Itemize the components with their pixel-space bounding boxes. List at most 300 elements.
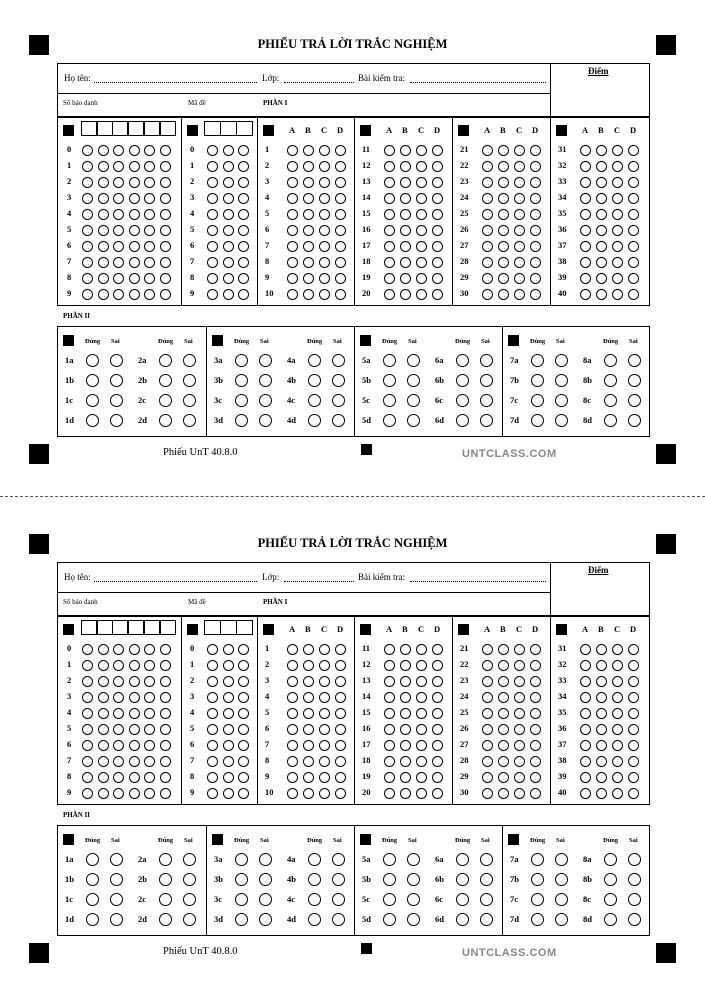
exam-code-bubble[interactable] — [223, 209, 234, 220]
answer-bubble[interactable] — [384, 660, 395, 671]
false-bubble[interactable] — [555, 913, 568, 926]
answer-bubble[interactable] — [514, 209, 525, 220]
answer-bubble[interactable] — [580, 273, 591, 284]
student-id-bubble[interactable] — [129, 257, 140, 268]
false-bubble[interactable] — [183, 853, 196, 866]
false-bubble[interactable] — [183, 873, 196, 886]
true-bubble[interactable] — [308, 354, 321, 367]
answer-bubble[interactable] — [400, 273, 411, 284]
student-id-bubble[interactable] — [98, 289, 109, 300]
exam-code-bubble[interactable] — [223, 644, 234, 655]
answer-bubble[interactable] — [498, 708, 509, 719]
false-bubble[interactable] — [332, 853, 345, 866]
exam-code-bubble[interactable] — [223, 788, 234, 799]
true-bubble[interactable] — [604, 853, 617, 866]
answer-bubble[interactable] — [303, 772, 314, 783]
answer-bubble[interactable] — [319, 177, 330, 188]
false-bubble[interactable] — [110, 374, 123, 387]
answer-bubble[interactable] — [628, 209, 639, 220]
student-id-bubble[interactable] — [98, 724, 109, 735]
false-bubble[interactable] — [332, 893, 345, 906]
answer-bubble[interactable] — [416, 145, 427, 156]
class-field[interactable] — [284, 581, 354, 582]
answer-bubble[interactable] — [319, 740, 330, 751]
student-id-bubble[interactable] — [160, 708, 171, 719]
student-id-bubble[interactable] — [82, 257, 93, 268]
answer-bubble[interactable] — [498, 788, 509, 799]
answer-bubble[interactable] — [303, 241, 314, 252]
answer-bubble[interactable] — [580, 644, 591, 655]
answer-bubble[interactable] — [596, 273, 607, 284]
answer-bubble[interactable] — [303, 692, 314, 703]
student-id-digit-box[interactable] — [128, 620, 144, 635]
student-id-bubble[interactable] — [98, 756, 109, 767]
answer-bubble[interactable] — [514, 177, 525, 188]
true-bubble[interactable] — [308, 414, 321, 427]
false-bubble[interactable] — [555, 394, 568, 407]
answer-bubble[interactable] — [514, 193, 525, 204]
answer-bubble[interactable] — [384, 708, 395, 719]
exam-code-digit-box[interactable] — [236, 620, 253, 635]
student-id-bubble[interactable] — [82, 740, 93, 751]
answer-bubble[interactable] — [498, 724, 509, 735]
exam-code-bubble[interactable] — [238, 644, 249, 655]
exam-code-bubble[interactable] — [207, 676, 218, 687]
answer-bubble[interactable] — [514, 644, 525, 655]
answer-bubble[interactable] — [335, 708, 346, 719]
answer-bubble[interactable] — [612, 756, 623, 767]
true-bubble[interactable] — [308, 394, 321, 407]
answer-bubble[interactable] — [319, 692, 330, 703]
answer-bubble[interactable] — [612, 692, 623, 703]
true-bubble[interactable] — [531, 374, 544, 387]
answer-bubble[interactable] — [612, 193, 623, 204]
answer-bubble[interactable] — [596, 772, 607, 783]
false-bubble[interactable] — [259, 414, 272, 427]
true-bubble[interactable] — [86, 414, 99, 427]
answer-bubble[interactable] — [612, 772, 623, 783]
answer-bubble[interactable] — [303, 676, 314, 687]
answer-bubble[interactable] — [335, 177, 346, 188]
answer-bubble[interactable] — [498, 225, 509, 236]
student-id-bubble[interactable] — [129, 177, 140, 188]
student-id-bubble[interactable] — [160, 241, 171, 252]
answer-bubble[interactable] — [514, 740, 525, 751]
answer-bubble[interactable] — [303, 788, 314, 799]
false-bubble[interactable] — [555, 354, 568, 367]
false-bubble[interactable] — [480, 913, 493, 926]
exam-code-bubble[interactable] — [207, 740, 218, 751]
student-id-bubble[interactable] — [98, 177, 109, 188]
student-id-bubble[interactable] — [129, 772, 140, 783]
student-id-bubble[interactable] — [160, 756, 171, 767]
answer-bubble[interactable] — [319, 145, 330, 156]
true-bubble[interactable] — [531, 394, 544, 407]
true-bubble[interactable] — [159, 414, 172, 427]
false-bubble[interactable] — [183, 414, 196, 427]
answer-bubble[interactable] — [432, 740, 443, 751]
answer-bubble[interactable] — [319, 772, 330, 783]
answer-bubble[interactable] — [628, 289, 639, 300]
true-bubble[interactable] — [604, 354, 617, 367]
answer-bubble[interactable] — [319, 644, 330, 655]
answer-bubble[interactable] — [498, 193, 509, 204]
student-id-bubble[interactable] — [98, 145, 109, 156]
student-id-bubble[interactable] — [98, 225, 109, 236]
student-id-bubble[interactable] — [98, 257, 109, 268]
false-bubble[interactable] — [332, 374, 345, 387]
student-id-bubble[interactable] — [82, 273, 93, 284]
student-id-bubble[interactable] — [160, 257, 171, 268]
test-field[interactable] — [410, 581, 546, 582]
false-bubble[interactable] — [110, 853, 123, 866]
answer-bubble[interactable] — [384, 161, 395, 172]
answer-bubble[interactable] — [596, 644, 607, 655]
false-bubble[interactable] — [259, 354, 272, 367]
answer-bubble[interactable] — [482, 145, 493, 156]
student-id-digit-box[interactable] — [128, 121, 144, 136]
answer-bubble[interactable] — [287, 788, 298, 799]
answer-bubble[interactable] — [400, 788, 411, 799]
answer-bubble[interactable] — [400, 193, 411, 204]
answer-bubble[interactable] — [432, 145, 443, 156]
answer-bubble[interactable] — [628, 225, 639, 236]
false-bubble[interactable] — [110, 873, 123, 886]
answer-bubble[interactable] — [303, 161, 314, 172]
answer-bubble[interactable] — [580, 788, 591, 799]
answer-bubble[interactable] — [628, 708, 639, 719]
answer-bubble[interactable] — [432, 209, 443, 220]
answer-bubble[interactable] — [530, 756, 541, 767]
answer-bubble[interactable] — [384, 788, 395, 799]
true-bubble[interactable] — [604, 913, 617, 926]
student-id-bubble[interactable] — [98, 209, 109, 220]
answer-bubble[interactable] — [287, 644, 298, 655]
true-bubble[interactable] — [235, 873, 248, 886]
student-id-bubble[interactable] — [160, 161, 171, 172]
answer-bubble[interactable] — [335, 644, 346, 655]
student-id-bubble[interactable] — [160, 788, 171, 799]
answer-bubble[interactable] — [319, 161, 330, 172]
student-id-bubble[interactable] — [98, 644, 109, 655]
exam-code-bubble[interactable] — [238, 241, 249, 252]
true-bubble[interactable] — [383, 873, 396, 886]
answer-bubble[interactable] — [400, 676, 411, 687]
answer-bubble[interactable] — [335, 241, 346, 252]
answer-bubble[interactable] — [596, 145, 607, 156]
student-id-bubble[interactable] — [82, 756, 93, 767]
answer-bubble[interactable] — [514, 161, 525, 172]
answer-bubble[interactable] — [498, 177, 509, 188]
exam-code-bubble[interactable] — [223, 692, 234, 703]
exam-code-bubble[interactable] — [207, 724, 218, 735]
answer-bubble[interactable] — [432, 257, 443, 268]
answer-bubble[interactable] — [628, 740, 639, 751]
answer-bubble[interactable] — [530, 740, 541, 751]
student-id-bubble[interactable] — [160, 772, 171, 783]
answer-bubble[interactable] — [498, 289, 509, 300]
answer-bubble[interactable] — [416, 708, 427, 719]
answer-bubble[interactable] — [596, 289, 607, 300]
false-bubble[interactable] — [183, 374, 196, 387]
student-id-bubble[interactable] — [129, 660, 140, 671]
exam-code-bubble[interactable] — [238, 145, 249, 156]
student-id-bubble[interactable] — [129, 145, 140, 156]
true-bubble[interactable] — [604, 414, 617, 427]
answer-bubble[interactable] — [287, 193, 298, 204]
false-bubble[interactable] — [407, 354, 420, 367]
answer-bubble[interactable] — [287, 225, 298, 236]
answer-bubble[interactable] — [400, 225, 411, 236]
exam-code-bubble[interactable] — [207, 772, 218, 783]
answer-bubble[interactable] — [530, 644, 541, 655]
answer-bubble[interactable] — [416, 660, 427, 671]
answer-bubble[interactable] — [612, 161, 623, 172]
exam-code-bubble[interactable] — [223, 740, 234, 751]
answer-bubble[interactable] — [400, 289, 411, 300]
exam-code-bubble[interactable] — [238, 772, 249, 783]
answer-bubble[interactable] — [335, 772, 346, 783]
answer-bubble[interactable] — [596, 241, 607, 252]
student-id-bubble[interactable] — [160, 273, 171, 284]
exam-code-digit-box[interactable] — [236, 121, 253, 136]
answer-bubble[interactable] — [580, 692, 591, 703]
answer-bubble[interactable] — [628, 241, 639, 252]
answer-bubble[interactable] — [416, 724, 427, 735]
answer-bubble[interactable] — [530, 289, 541, 300]
true-bubble[interactable] — [235, 374, 248, 387]
answer-bubble[interactable] — [287, 257, 298, 268]
answer-bubble[interactable] — [482, 788, 493, 799]
answer-bubble[interactable] — [432, 772, 443, 783]
answer-bubble[interactable] — [319, 289, 330, 300]
true-bubble[interactable] — [308, 853, 321, 866]
true-bubble[interactable] — [86, 913, 99, 926]
answer-bubble[interactable] — [498, 756, 509, 767]
exam-code-bubble[interactable] — [238, 788, 249, 799]
false-bubble[interactable] — [480, 893, 493, 906]
student-id-bubble[interactable] — [129, 193, 140, 204]
false-bubble[interactable] — [480, 354, 493, 367]
true-bubble[interactable] — [604, 893, 617, 906]
exam-code-bubble[interactable] — [223, 145, 234, 156]
answer-bubble[interactable] — [596, 193, 607, 204]
false-bubble[interactable] — [628, 873, 641, 886]
answer-bubble[interactable] — [319, 225, 330, 236]
answer-bubble[interactable] — [303, 145, 314, 156]
true-bubble[interactable] — [456, 394, 469, 407]
false-bubble[interactable] — [259, 873, 272, 886]
answer-bubble[interactable] — [612, 273, 623, 284]
exam-code-bubble[interactable] — [238, 756, 249, 767]
name-field[interactable] — [94, 581, 257, 582]
answer-bubble[interactable] — [384, 676, 395, 687]
true-bubble[interactable] — [159, 853, 172, 866]
student-id-bubble[interactable] — [82, 788, 93, 799]
false-bubble[interactable] — [555, 853, 568, 866]
answer-bubble[interactable] — [514, 289, 525, 300]
answer-bubble[interactable] — [303, 177, 314, 188]
answer-bubble[interactable] — [335, 257, 346, 268]
answer-bubble[interactable] — [335, 145, 346, 156]
answer-bubble[interactable] — [432, 225, 443, 236]
false-bubble[interactable] — [555, 893, 568, 906]
true-bubble[interactable] — [456, 354, 469, 367]
student-id-bubble[interactable] — [129, 676, 140, 687]
false-bubble[interactable] — [555, 414, 568, 427]
answer-bubble[interactable] — [612, 644, 623, 655]
exam-code-bubble[interactable] — [223, 660, 234, 671]
true-bubble[interactable] — [383, 374, 396, 387]
exam-code-bubble[interactable] — [223, 708, 234, 719]
answer-bubble[interactable] — [287, 772, 298, 783]
answer-bubble[interactable] — [303, 740, 314, 751]
false-bubble[interactable] — [332, 354, 345, 367]
true-bubble[interactable] — [235, 913, 248, 926]
answer-bubble[interactable] — [482, 273, 493, 284]
answer-bubble[interactable] — [482, 644, 493, 655]
answer-bubble[interactable] — [303, 756, 314, 767]
answer-bubble[interactable] — [335, 225, 346, 236]
exam-code-bubble[interactable] — [223, 257, 234, 268]
answer-bubble[interactable] — [400, 692, 411, 703]
answer-bubble[interactable] — [335, 724, 346, 735]
answer-bubble[interactable] — [596, 676, 607, 687]
student-id-bubble[interactable] — [82, 241, 93, 252]
student-id-bubble[interactable] — [98, 273, 109, 284]
answer-bubble[interactable] — [287, 145, 298, 156]
answer-bubble[interactable] — [335, 161, 346, 172]
answer-bubble[interactable] — [335, 209, 346, 220]
false-bubble[interactable] — [183, 893, 196, 906]
false-bubble[interactable] — [332, 394, 345, 407]
answer-bubble[interactable] — [432, 676, 443, 687]
answer-bubble[interactable] — [432, 692, 443, 703]
true-bubble[interactable] — [456, 414, 469, 427]
answer-bubble[interactable] — [530, 724, 541, 735]
false-bubble[interactable] — [259, 893, 272, 906]
false-bubble[interactable] — [332, 414, 345, 427]
student-id-digit-box[interactable] — [97, 121, 113, 136]
answer-bubble[interactable] — [303, 193, 314, 204]
answer-bubble[interactable] — [498, 257, 509, 268]
answer-bubble[interactable] — [287, 161, 298, 172]
answer-bubble[interactable] — [416, 225, 427, 236]
answer-bubble[interactable] — [628, 177, 639, 188]
true-bubble[interactable] — [531, 414, 544, 427]
student-id-bubble[interactable] — [82, 209, 93, 220]
answer-bubble[interactable] — [384, 241, 395, 252]
answer-bubble[interactable] — [482, 756, 493, 767]
student-id-digit-box[interactable] — [81, 620, 97, 635]
student-id-bubble[interactable] — [160, 289, 171, 300]
exam-code-bubble[interactable] — [207, 193, 218, 204]
answer-bubble[interactable] — [432, 289, 443, 300]
answer-bubble[interactable] — [384, 209, 395, 220]
answer-bubble[interactable] — [400, 145, 411, 156]
answer-bubble[interactable] — [384, 225, 395, 236]
student-id-bubble[interactable] — [160, 145, 171, 156]
exam-code-bubble[interactable] — [238, 193, 249, 204]
answer-bubble[interactable] — [432, 756, 443, 767]
answer-bubble[interactable] — [514, 692, 525, 703]
student-id-bubble[interactable] — [82, 724, 93, 735]
true-bubble[interactable] — [235, 853, 248, 866]
answer-bubble[interactable] — [384, 257, 395, 268]
answer-bubble[interactable] — [416, 756, 427, 767]
answer-bubble[interactable] — [514, 273, 525, 284]
answer-bubble[interactable] — [400, 241, 411, 252]
exam-code-digit-box[interactable] — [204, 620, 221, 635]
answer-bubble[interactable] — [498, 660, 509, 671]
exam-code-bubble[interactable] — [207, 692, 218, 703]
student-id-bubble[interactable] — [98, 676, 109, 687]
answer-bubble[interactable] — [628, 193, 639, 204]
answer-bubble[interactable] — [612, 225, 623, 236]
student-id-bubble[interactable] — [82, 772, 93, 783]
answer-bubble[interactable] — [319, 708, 330, 719]
exam-code-bubble[interactable] — [223, 177, 234, 188]
true-bubble[interactable] — [531, 893, 544, 906]
false-bubble[interactable] — [628, 354, 641, 367]
student-id-digit-box[interactable] — [112, 620, 128, 635]
false-bubble[interactable] — [407, 873, 420, 886]
answer-bubble[interactable] — [303, 257, 314, 268]
answer-bubble[interactable] — [400, 756, 411, 767]
exam-code-bubble[interactable] — [207, 145, 218, 156]
answer-bubble[interactable] — [628, 772, 639, 783]
answer-bubble[interactable] — [482, 692, 493, 703]
answer-bubble[interactable] — [400, 257, 411, 268]
answer-bubble[interactable] — [596, 724, 607, 735]
student-id-bubble[interactable] — [160, 692, 171, 703]
answer-bubble[interactable] — [287, 740, 298, 751]
answer-bubble[interactable] — [319, 676, 330, 687]
exam-code-bubble[interactable] — [238, 225, 249, 236]
answer-bubble[interactable] — [628, 788, 639, 799]
answer-bubble[interactable] — [335, 788, 346, 799]
answer-bubble[interactable] — [580, 676, 591, 687]
false-bubble[interactable] — [407, 853, 420, 866]
student-id-bubble[interactable] — [160, 644, 171, 655]
answer-bubble[interactable] — [580, 161, 591, 172]
exam-code-bubble[interactable] — [223, 676, 234, 687]
answer-bubble[interactable] — [384, 644, 395, 655]
answer-bubble[interactable] — [416, 241, 427, 252]
answer-bubble[interactable] — [530, 209, 541, 220]
exam-code-bubble[interactable] — [207, 788, 218, 799]
exam-code-bubble[interactable] — [238, 161, 249, 172]
answer-bubble[interactable] — [530, 241, 541, 252]
answer-bubble[interactable] — [303, 209, 314, 220]
answer-bubble[interactable] — [400, 724, 411, 735]
student-id-bubble[interactable] — [98, 193, 109, 204]
answer-bubble[interactable] — [530, 273, 541, 284]
true-bubble[interactable] — [456, 873, 469, 886]
false-bubble[interactable] — [259, 374, 272, 387]
student-id-bubble[interactable] — [82, 225, 93, 236]
answer-bubble[interactable] — [580, 289, 591, 300]
answer-bubble[interactable] — [514, 724, 525, 735]
answer-bubble[interactable] — [384, 193, 395, 204]
false-bubble[interactable] — [628, 394, 641, 407]
answer-bubble[interactable] — [432, 660, 443, 671]
answer-bubble[interactable] — [482, 724, 493, 735]
answer-bubble[interactable] — [628, 676, 639, 687]
answer-bubble[interactable] — [498, 692, 509, 703]
answer-bubble[interactable] — [303, 660, 314, 671]
exam-code-bubble[interactable] — [238, 209, 249, 220]
